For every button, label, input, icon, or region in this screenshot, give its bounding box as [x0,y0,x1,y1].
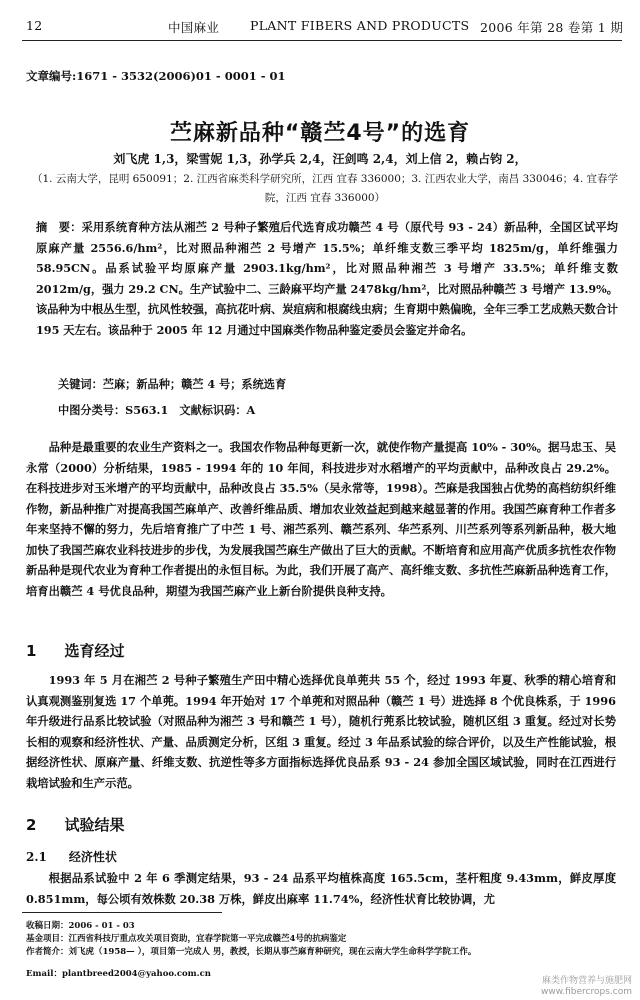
footnote-author-bio: 作者简介：刘飞虎（1958— ），项目第一完成人 男，教授，长期从事苎麻育种研究，现在云南大学生命科学学院工作。 [26,947,477,957]
section-1-paragraph: 1993 年 5 月在湘苎 2 号种子繁殖生产田中精心选择优良单蔸共 55 个，经过 1993 年夏、秋季的精心培育和认真观测鉴别复选 17 个单蔸。1994 年开始对 17 个单蔸和对照品种（赣苎 1 号）进选择 8 个优良株系，于 1996 年升级进行品系比较试验（对照品种为湘苎 3 号和赣苎 1 号），随机行蔸系比较试验，随机区组 3 重复。经过对长势长相的观察和经济性状、产量、品质测定分析，区组 3 重复。经过 3 年品系试验的综合评价，以及生产性能试验，根据经济性状、原麻产量、纤维支数、抗逆性等多方面指标选择优良品系 93 - 24 参加全国区域试验，同时在江西进行栽培试验和生产示范。 [26,673,616,790]
header-rule [22,40,622,41]
section-2-number: 2 [26,816,37,834]
watermark-line-2: www.fibercrops.com [541,987,632,997]
section-2-title: 试验结果 [64,816,125,834]
classification: 中图分类号：S563.1 文献标识码：A [58,403,256,417]
section-1-heading [26,640,124,661]
section-1-title: 选育经过 [64,642,125,660]
author-list: 刘飞虎 1,3，梁雪妮 1,3，孙学兵 2,4，汪剑鸣 2,4，刘上信 2，赖占钧 2， [113,152,527,166]
journal-name-cn: 中国麻业 [168,20,220,35]
article-number: 文章编号:1671 - 3532(2006)01 - 0001 - 01 [26,69,286,83]
intro-paragraph: 品种是最重要的农业生产资料之一。我国农作物品种每更新一次，就使作物产量提高 10% - 30%。据马忠玉、吴永常（2000）分析结果，1985 - 1994 年的 10 年间，科技进步对水稻增产的平均贡献中，品种改良占 29.2%。在科技进步对玉米增产的平均贡献中，品种改良占 35.5%（吴永常等，1998）。苎麻是我国独占优势的高档纺织纤维作物，新品种推广对提高我国苎麻单产、改善纤维品质、增加农业效益起到越来越显著的作用。我国苎麻育种工作者多年来坚持不懈的努力，先后培育推广了中苎 1 号、湘苎系列、赣苎系列、华苎系列、川苎系列等系列新品种，极大地加快了我国苎麻农业科技进步的步伐，为发展我国苎麻生产做出了巨大的贡献。不断培育和应用高产优质多抗性农作物新品种是现代农业为育种工作者提出的永恒目标。为此，我们开展了高产、高纤维支数、多抗性苎麻新品种选育工作，培育出赣苎 4 号优良品种，期望为我国苎麻产业上新台阶提供良种支持。 [26,440,616,598]
subsection-2-1-number: 2.1 [26,850,47,864]
section-1-number: 1 [26,642,37,660]
journal-name-en: PLANT FIBERS AND PRODUCTS [250,18,470,33]
abstract: 摘 要：采用系统育种方法从湘苎 2 号种子繁殖后代选育成功赣苎 4 号（原代号 93 - 24）新品种，全国区试平均原麻产量 2556.6/hm²，比对照品种湘苎 2 号增产 15.5%；单纤维支数三季平均 1825m/g，单纤维强力 58.95CN。品系试验平均原麻产量 2903.1kg/hm²，比对照品种湘苎 3 号增产 33.5%；单纤维支数 2012m/g，强力 29.2 CN。生产试验中二、三龄麻平均产量 2478kg/hm²，比对照品种赣苎 3 号增产 13.9%。该品种为中根丛生型，抗风性较强，高抗花叶病、炭疽病和根腐线虫病；生育期中熟偏晚，全年三季工艺成熟天数合计 195 天左右。该品种于 2005 年 12 月通过中国麻类作物品种鉴定委员会鉴定并命名。 [36,220,618,337]
footnote-rule [22,912,222,913]
page-number: 12 [26,18,43,33]
watermark [541,976,632,998]
keywords: 关键词：苎麻；新品种；赣苎 4 号；系统选育 [58,377,287,391]
footnote-received: 收稿日期：2006 - 01 - 03 [26,921,135,931]
watermark-line-1: 麻类作物营养与施肥网 [541,976,632,986]
footnote-email: Email：plantbreed2004@yahoo.com.cn [26,969,211,979]
subsection-2-1-heading [26,848,117,865]
subsection-2-1-paragraph: 根据品系试验中 2 年 6 季测定结果，93 - 24 品系平均植株高度 165.5cm，茎杆粗度 9.43mm，鲜皮厚度 0.851mm，每公顷有效株数 20.38 万株，鲜皮出麻率 11.74%，经济性状育比较协调，尤 [26,871,616,906]
article-title: 苎麻新品种“赣苎4号”的选育 [169,121,471,146]
section-2-heading [26,814,124,835]
issue-info: 2006 年第 28 卷第 1 期 [480,20,624,35]
affiliations: （1. 云南大学，昆明 650091；2. 江西省麻类科学研究所，江西 宜春 336000；3. 江西农业大学，南昌 330046；4. 宜春学院，江西 宜春 336000） [31,173,619,204]
footnote-fund: 基金项目：江西省科技厅重点攻关项目资助，宜春学院第一平完成赣苎4号的抗病鉴定 [26,934,347,944]
subsection-2-1-title: 经济性状 [68,850,117,864]
